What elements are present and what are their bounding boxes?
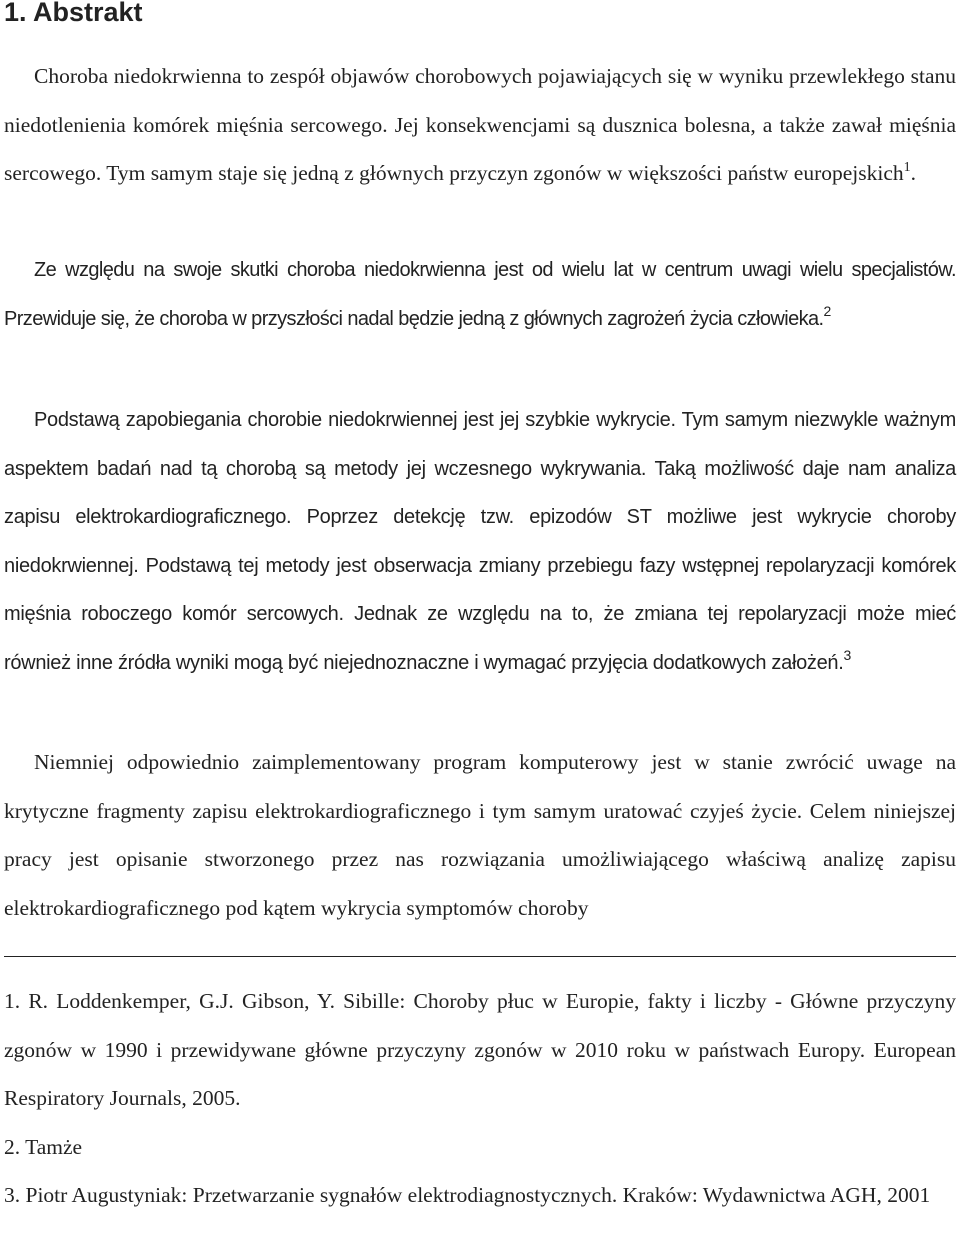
footnote-item-1: 1. R. Loddenkemper, G.J. Gibson, Y. Sibille: Choroby płuc w Europie, fakty i liczby - Główne przyczyny zgonów w 1990 i przewidywane główne przyczyny zgonów w 2010 roku w państwach Europy. European Respiratory Journals, 2005.	[4, 989, 956, 1111]
paragraph-text: Podstawą zapobiegania chorobie niedokrwiennej jest jej szybkie wykrycie. Tym samym niezwykle ważnym aspektem badań nad tą chorobą są metody jej wczesnego wykrywania. Taką możliwość daje nam analiza zapisu elektrokardiograficznego. Poprzez detekcję tzw. epizodów ST możliwe jest wykrycie choroby niedokrwiennej. Podstawą tej metody jest obserwacja zmiany przebiegu fazy wstępnej repolaryzacji komórek mięśnia roboczego komór sercowych. Jednak ze względu na to, że zmiana tej repolaryzacji może mieć również inne źródła wyniki mogą być niejednoznaczne i wymagać przyjęcia dodatkowych założeń.	[4, 409, 956, 674]
footnote-item-3: 3. Piotr Augustyniak: Przetwarzanie sygnałów elektrodiagnostycznych. Kraków: Wydawnictwa AGH, 2001	[4, 1183, 931, 1208]
paragraph-end: .	[910, 161, 917, 186]
footnote-ref-1: 1	[903, 160, 911, 176]
paragraph-text: Niemniej odpowiednio zaimplementowany program komputerowy jest w stanie zwrócić uwage na krytyczne fragmenty zapisu elektrokardiograficznego i tym samym uratować czyjeś życie. Celem niniejszej pracy jest opisanie stworzonego przez nas rozwiązania umożliwiającego właściwą analizę zapisu elektrokardiograficznego pod kątem wykrycia symptomów choroby	[4, 750, 956, 920]
section-heading: 1. Abstrakt	[4, 0, 143, 27]
paragraph-significance	[4, 246, 956, 343]
paragraph-intro	[4, 52, 956, 198]
paragraph-text: Choroba niedokrwienna to zespół objawów chorobowych pojawiających się w wyniku przewlekłego stanu niedotlenienia komórek mięśnia sercowego. Jej konsekwencjami są dusznica bolesna, a także zawał mięśnia sercowego. Tym samym staje się jedną z głównych przyczyn zgonów w większości państw europejskich	[4, 64, 956, 186]
footnote-list	[4, 977, 956, 1220]
paragraph-text: Ze względu na swoje skutki choroba niedokrwienna jest od wielu lat w centrum uwagi wielu specjalistów. Przewiduje się, że choroba w przyszłości nadal będzie jedną z głównych zagrożeń życia człowieka.	[4, 259, 956, 330]
footnote-separator	[4, 956, 956, 957]
footnote-ref-2: 2	[823, 302, 831, 319]
footnote-ref-3: 3	[843, 646, 852, 663]
paragraph-detection	[4, 396, 956, 688]
footnote-item-2: 2. Tamże	[4, 1134, 83, 1159]
paragraph-goal	[4, 738, 956, 932]
